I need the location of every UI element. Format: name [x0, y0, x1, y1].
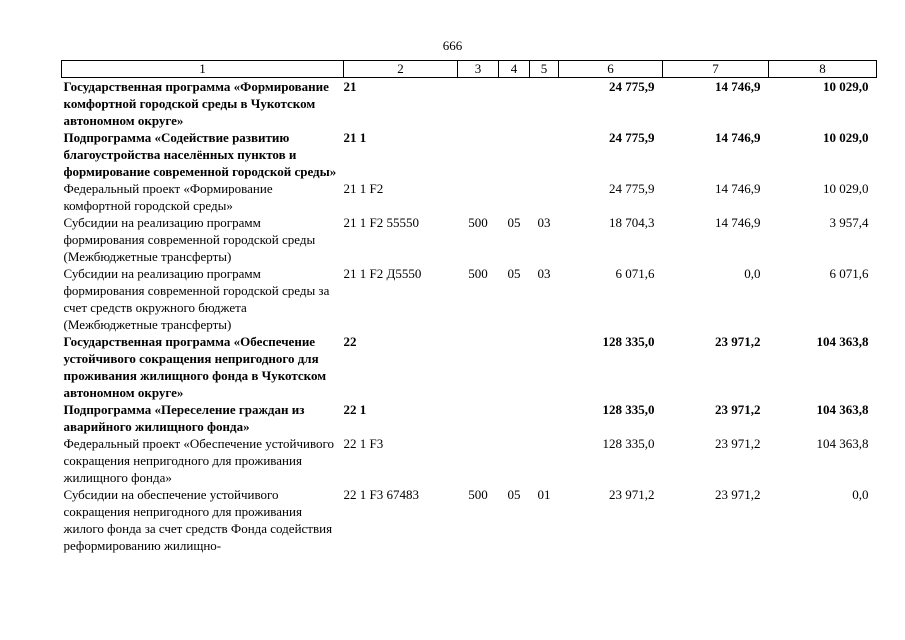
row-value6-cell: 24 775,9: [609, 181, 655, 196]
row-col5-cell: [530, 435, 559, 486]
row-value8-cell: 104 363,8: [816, 402, 869, 417]
row-col3-cell: [458, 333, 499, 401]
row-col3-cell: [458, 129, 499, 180]
header-cell-6: 6: [559, 61, 663, 78]
table-row: [62, 435, 877, 486]
row-name-cell: Подпрограмма «Содействие развитию благоустройства населённых пунктов и формирование современной городской среды»: [63, 130, 337, 179]
row-code-cell: 22 1 F3 67483: [343, 487, 419, 502]
table-row: [62, 129, 877, 180]
row-value7-cell: 0,0: [744, 266, 761, 281]
header-cell-4: 4: [499, 61, 530, 78]
table-row: [62, 214, 877, 265]
row-value6-cell: 128 335,0: [602, 436, 655, 451]
row-name-cell: Субсидии на реализацию программ формирования современной городской среды (Межбюджетные трансферты): [63, 215, 316, 264]
row-name-cell: Субсидии на обеспечение устойчивого сокращения непригодного для проживания жилого фонда за счет средств Фонда содействия реформированию жилищно-: [63, 487, 333, 553]
table-row: [62, 333, 877, 401]
table-row: [62, 265, 877, 333]
row-value8-cell: 104 363,8: [816, 334, 869, 349]
row-value7-cell: 23 971,2: [715, 487, 761, 502]
row-value8-cell: 10 029,0: [823, 130, 869, 145]
row-col4-cell: [499, 401, 530, 435]
row-col3-cell: [458, 435, 499, 486]
table-body: [62, 78, 877, 555]
row-value7-cell: 14 746,9: [715, 181, 761, 196]
header-cell-3: 3: [458, 61, 499, 78]
row-col4-cell: 05: [507, 266, 521, 281]
row-value7-cell: 14 746,9: [715, 215, 761, 230]
row-col5-cell: [530, 401, 559, 435]
row-value6-cell: 128 335,0: [602, 334, 655, 349]
table-row: [62, 78, 877, 130]
row-code-cell: 21 1 F2: [343, 181, 384, 196]
row-value6-cell: 6 071,6: [615, 266, 655, 281]
header-cell-2: 2: [344, 61, 458, 78]
row-col5-cell: 03: [537, 215, 551, 230]
row-name-cell: Федеральный проект «Формирование комфортной городской среды»: [63, 181, 273, 213]
row-col4-cell: [499, 435, 530, 486]
row-code-cell: 21: [343, 79, 357, 94]
row-value6-cell: 128 335,0: [602, 402, 655, 417]
row-col4-cell: [499, 180, 530, 214]
row-code-cell: 22 1: [343, 402, 367, 417]
row-name-cell: Государственная программа «Формирование комфортной городской среды в Чукотском автономном округе»: [63, 79, 329, 128]
header-row: [62, 61, 877, 78]
row-value8-cell: 0,0: [852, 487, 869, 502]
page-number: 666: [442, 38, 463, 53]
row-name-cell: Подпрограмма «Переселение граждан из аварийного жилищного фонда»: [63, 402, 305, 434]
row-col5-cell: 03: [537, 266, 551, 281]
row-value8-cell: 10 029,0: [823, 181, 869, 196]
row-value7-cell: 23 971,2: [715, 436, 761, 451]
row-value6-cell: 23 971,2: [609, 487, 655, 502]
header-cell-1: 1: [62, 61, 344, 78]
row-col5-cell: [530, 129, 559, 180]
row-code-cell: 22: [343, 334, 357, 349]
row-col5-cell: [530, 333, 559, 401]
row-name-cell: Государственная программа «Обеспечение устойчивого сокращения непригодного для проживания жилищного фонда в Чукотском автономном округе»: [63, 334, 327, 400]
row-name-cell: Федеральный проект «Обеспечение устойчивого сокращения непригодного для проживания жилищного фонда»: [63, 436, 335, 485]
row-col5-cell: [530, 180, 559, 214]
header-cell-5: 5: [530, 61, 559, 78]
budget-table: [61, 60, 877, 554]
row-col3-cell: 500: [468, 487, 488, 502]
header-cell-8: 8: [769, 61, 877, 78]
row-code-cell: 21 1: [343, 130, 367, 145]
row-col5-cell: [530, 78, 559, 130]
table-row: [62, 486, 877, 554]
row-col4-cell: [499, 129, 530, 180]
table-row: [62, 401, 877, 435]
row-col3-cell: 500: [468, 215, 488, 230]
row-col3-cell: [458, 78, 499, 130]
row-col3-cell: [458, 180, 499, 214]
row-value7-cell: 23 971,2: [715, 402, 761, 417]
row-col4-cell: [499, 78, 530, 130]
row-col3-cell: 500: [468, 266, 488, 281]
row-code-cell: 21 1 F2 55550: [343, 215, 419, 230]
row-code-cell: 22 1 F3: [343, 436, 384, 451]
row-col4-cell: 05: [507, 487, 521, 502]
row-value7-cell: 14 746,9: [715, 130, 761, 145]
row-code-cell: 21 1 F2 Д5550: [343, 266, 422, 281]
row-name-cell: Субсидии на реализацию программ формирования современной городской среды за счет средств окружного бюджета (Межбюджетные трансферты): [63, 266, 330, 332]
row-value6-cell: 18 704,3: [609, 215, 655, 230]
table-row: [62, 180, 877, 214]
row-value6-cell: 24 775,9: [609, 130, 655, 145]
row-col4-cell: 05: [507, 215, 521, 230]
row-value7-cell: 23 971,2: [715, 334, 761, 349]
row-value7-cell: 14 746,9: [715, 79, 761, 94]
table-header: [62, 61, 877, 78]
header-cell-7: 7: [663, 61, 769, 78]
row-value8-cell: 104 363,8: [816, 436, 869, 451]
row-col5-cell: 01: [537, 487, 551, 502]
row-col4-cell: [499, 333, 530, 401]
row-value6-cell: 24 775,9: [609, 79, 655, 94]
row-value8-cell: 10 029,0: [823, 79, 869, 94]
row-col3-cell: [458, 401, 499, 435]
row-value8-cell: 6 071,6: [829, 266, 869, 281]
row-value8-cell: 3 957,4: [829, 215, 869, 230]
